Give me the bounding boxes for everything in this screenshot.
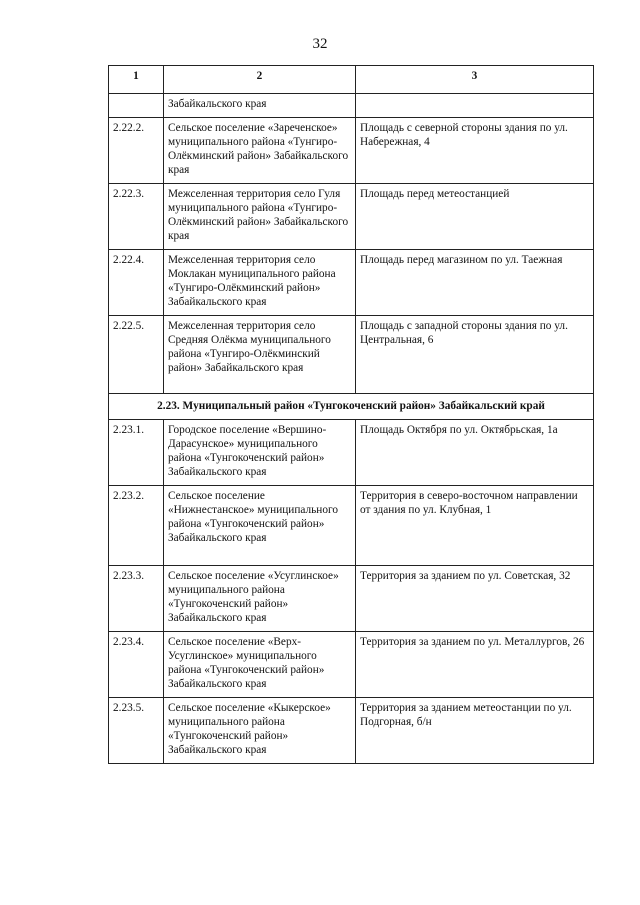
gathering-place xyxy=(356,94,594,118)
settlement-name: Сельское поселение «Усуглинское» муниципального района «Тунгокоченский район» Забайкальского края xyxy=(164,566,356,632)
table-row xyxy=(109,250,594,316)
row-number: 2.23.2. xyxy=(109,486,164,566)
gathering-place: Площадь перед метеостанцией xyxy=(356,184,594,250)
section-title: 2.23. Муниципальный район «Тунгокоченский район» Забайкальский край xyxy=(109,394,594,420)
row-number xyxy=(109,94,164,118)
table-row xyxy=(109,486,594,566)
table-header-row xyxy=(109,66,594,94)
settlement-name: Забайкальского края xyxy=(164,94,356,118)
table-row xyxy=(109,184,594,250)
row-number: 2.23.1. xyxy=(109,420,164,486)
gathering-place: Территория в северо-восточном направлении от здания по ул. Клубная, 1 xyxy=(356,486,594,566)
settlement-name: Сельское поселение «Зареченское» муниципального района «Тунгиро-Олёкминский район» Забайкальского края xyxy=(164,118,356,184)
settlement-name: Межселенная территория село Средняя Олёкма муниципального района «Тунгиро-Олёкминский район» Забайкальского края xyxy=(164,316,356,394)
settlement-name: Городское поселение «Вершино-Дарасунское» муниципального района «Тунгокоченский район» Забайкальского края xyxy=(164,420,356,486)
settlement-name: Сельское поселение «Кыкерское» муниципального района «Тунгокоченский район» Забайкальского края xyxy=(164,698,356,764)
table-row xyxy=(109,94,594,118)
places-table xyxy=(108,65,594,764)
row-number: 2.22.3. xyxy=(109,184,164,250)
row-number: 2.22.4. xyxy=(109,250,164,316)
page-number: 32 xyxy=(312,36,328,52)
table-row xyxy=(109,566,594,632)
column-header-2: 2 xyxy=(164,66,356,94)
settlement-name: Межселенная территория село Моклакан муниципального района «Тунгиро-Олёкминский район» Забайкальского края xyxy=(164,250,356,316)
table-row xyxy=(109,698,594,764)
gathering-place: Территория за зданием по ул. Советская, 32 xyxy=(356,566,594,632)
table-row xyxy=(109,420,594,486)
row-number: 2.22.5. xyxy=(109,316,164,394)
row-number: 2.23.5. xyxy=(109,698,164,764)
row-number: 2.23.4. xyxy=(109,632,164,698)
table-row xyxy=(109,632,594,698)
gathering-place: Площадь Октября по ул. Октябрьская, 1а xyxy=(356,420,594,486)
column-header-3: 3 xyxy=(356,66,594,94)
column-header-1: 1 xyxy=(109,66,164,94)
gathering-place: Площадь перед магазином по ул. Таежная xyxy=(356,250,594,316)
gathering-place: Площадь с северной стороны здания по ул. Набережная, 4 xyxy=(356,118,594,184)
table-body xyxy=(109,94,594,764)
table-row xyxy=(109,316,594,394)
settlement-name: Межселенная территория село Гуля муниципального района «Тунгиро-Олёкминский район» Забайкальского края xyxy=(164,184,356,250)
table-row xyxy=(109,118,594,184)
gathering-place: Площадь с западной стороны здания по ул. Центральная, 6 xyxy=(356,316,594,394)
gathering-place: Территория за зданием по ул. Металлургов, 26 xyxy=(356,632,594,698)
section-row xyxy=(109,394,594,420)
settlement-name: Сельское поселение «Нижнестанское» муниципального района «Тунгокоченский район» Забайкальского края xyxy=(164,486,356,566)
row-number: 2.22.2. xyxy=(109,118,164,184)
row-number: 2.23.3. xyxy=(109,566,164,632)
gathering-place: Территория за зданием метеостанции по ул. Подгорная, б/н xyxy=(356,698,594,764)
settlement-name: Сельское поселение «Верх-Усуглинское» муниципального района «Тунгокоченский район» Забайкальского края xyxy=(164,632,356,698)
